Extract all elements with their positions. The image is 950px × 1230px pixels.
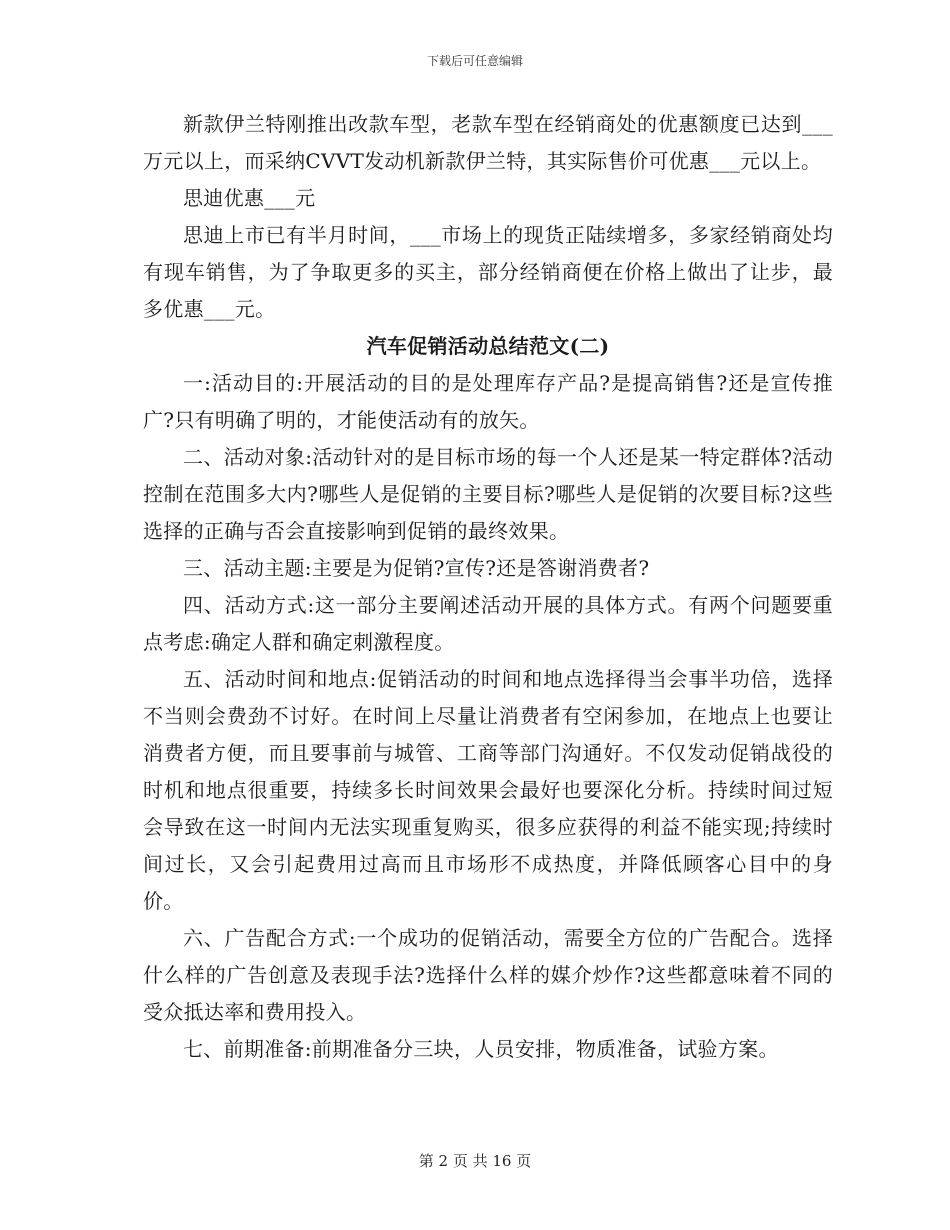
paragraph: 一:活动目的:开展活动的目的是处理库存产品?是提高销售?还是宣传推广?只有明确了明的，才能使活动有的放矢。 [143,371,833,432]
document-body [143,106,833,1068]
paragraph: 四、活动方式:这一部分主要阐述活动开展的具体方式。有两个问题要重点考虑:确定人群和确定刺激程度。 [143,593,833,654]
paragraph: 五、活动时间和地点:促销活动的时间和地点选择得当会事半功倍，选择不当则会费劲不讨好。在时间上尽量让消费者有空闲参加，在地点上也要让消费者方便，而且要事前与城管、工商等部门沟通好。不仅发动促销战役的时机和地点很重要，持续多长时间效果会最好也要深化分析。持续时间过短会导致在这一时间内无法实现重复购买，很多应获得的利益不能实现;持续时间过长，又会引起费用过高而且市场形不成热度，并降低顾客心目中的身价。 [143,667,833,913]
page-footer: 第 2 页 共 16 页 [418,1152,532,1170]
section-title: 汽车促销活动总结范文(二) [366,334,610,358]
paragraph: 三、活动主题:主要是为促销?宣传?还是答谢消费者? [183,556,650,580]
paragraph: 新款伊兰特刚推出改款车型，老款车型在经销商处的优惠额度已达到___万元以上，而采纳CVVT发动机新款伊兰特，其实际售价可优惠___元以上。 [143,112,833,173]
paragraph: 七、前期准备:前期准备分三块，人员安排，物质准备，试验方案。 [183,1037,779,1061]
page-header: 下载后可任意编辑 [426,54,523,68]
paragraph: 思迪优惠___元 [183,186,316,210]
paragraph: 思迪上市已有半月时间，___市场上的现货正陆续增多，多家经销商处均有现车销售，为了争取更多的买主，部分经销商便在价格上做出了让步，最多优惠___元。 [143,223,833,321]
paragraph: 六、广告配合方式:一个成功的促销活动，需要全方位的广告配合。选择什么样的广告创意及表现手法?选择什么样的媒介炒作?这些都意味着不同的受众抵达率和费用投入。 [143,926,833,1024]
paragraph: 二、活动对象:活动针对的是目标市场的每一个人还是某一特定群体?活动控制在范围多大内?哪些人是促销的主要目标?哪些人是促销的次要目标?这些选择的正确与否会直接影响到促销的最终效果。 [143,445,833,543]
